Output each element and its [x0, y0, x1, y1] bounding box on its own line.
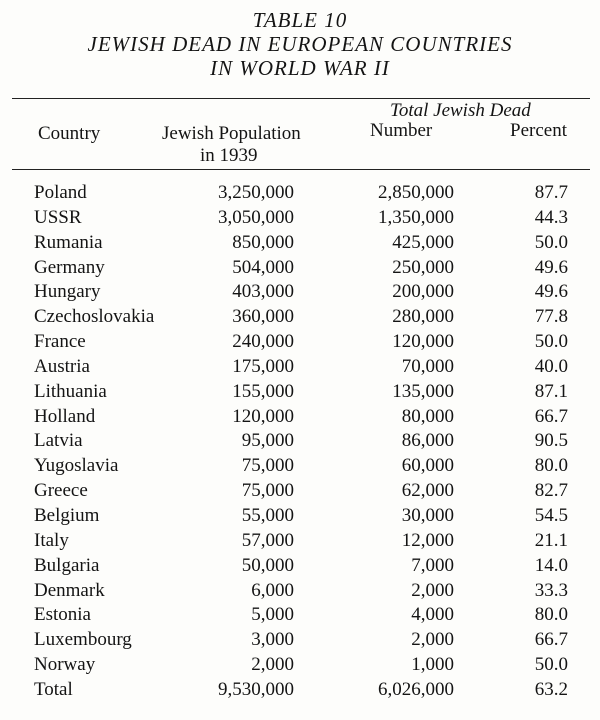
table-caption-line-2: IN WORLD WAR II — [210, 56, 390, 80]
top-rule — [12, 98, 590, 99]
cell-dead-number: 2,000 — [411, 579, 454, 601]
cell-population: 95,000 — [241, 430, 294, 452]
cell-dead-number: 12,000 — [401, 529, 454, 551]
cell-dead-percent: 50.0 — [534, 331, 568, 353]
table-row — [0, 181, 600, 206]
cell-dead-number: 7,000 — [411, 554, 454, 576]
cell-population: 6,000 — [251, 579, 294, 601]
table-row — [0, 579, 600, 604]
table-row — [0, 405, 600, 430]
table-row — [0, 330, 600, 355]
cell-dead-number: 60,000 — [401, 455, 454, 477]
cell-dead-percent: 50.0 — [534, 231, 568, 253]
header-total-jewish-dead: Total Jewish Dead — [390, 100, 531, 121]
cell-country: Poland — [34, 182, 87, 203]
table-row — [0, 380, 600, 405]
cell-country: Germany — [34, 256, 105, 278]
cell-dead-number: 280,000 — [392, 306, 454, 328]
table-title — [0, 8, 600, 80]
cell-country: Norway — [34, 654, 96, 676]
table-row — [0, 280, 600, 305]
cell-country: Bulgaria — [34, 554, 100, 576]
cell-dead-number: 425,000 — [392, 231, 454, 253]
cell-dead-number: 1,350,000 — [378, 206, 454, 228]
cell-population: 850,000 — [232, 231, 294, 253]
cell-population: 75,000 — [241, 455, 294, 477]
cell-dead-number: 2,000 — [411, 629, 454, 651]
cell-population: 155,000 — [232, 380, 294, 402]
cell-dead-number: 30,000 — [401, 504, 454, 526]
table-row — [0, 603, 600, 628]
cell-population: 9,530,000 — [218, 678, 294, 700]
cell-country: Italy — [34, 529, 69, 551]
cell-population: 5,000 — [251, 604, 294, 626]
cell-dead-number: 70,000 — [401, 355, 454, 377]
table-row — [0, 479, 600, 504]
cell-dead-percent: 54.5 — [534, 504, 568, 526]
cell-dead-number: 86,000 — [401, 430, 454, 452]
cell-dead-percent: 66.7 — [534, 629, 568, 651]
table-row — [0, 504, 600, 529]
header-rule — [12, 169, 590, 170]
table-row — [0, 355, 600, 380]
table-row — [0, 305, 600, 330]
cell-dead-percent: 44.3 — [534, 206, 568, 228]
cell-population: 504,000 — [232, 256, 294, 278]
cell-population: 240,000 — [232, 331, 294, 353]
cell-dead-percent: 80.0 — [534, 455, 568, 477]
table-row — [0, 429, 600, 454]
cell-dead-percent: 82.7 — [534, 480, 568, 502]
cell-dead-percent: 40.0 — [534, 355, 568, 377]
cell-country: Lithuania — [34, 380, 107, 402]
table-row — [0, 256, 600, 281]
cell-dead-percent: 49.6 — [534, 281, 568, 303]
cell-country: Greece — [34, 480, 88, 502]
cell-country: Denmark — [34, 579, 105, 601]
table-row — [0, 529, 600, 554]
cell-country: Austria — [34, 355, 90, 377]
cell-dead-number: 80,000 — [401, 405, 454, 427]
cell-population: 3,050,000 — [218, 206, 294, 228]
cell-dead-percent: 21.1 — [534, 529, 568, 551]
cell-dead-number: 6,026,000 — [378, 678, 454, 700]
cell-dead-percent: 66.7 — [534, 405, 568, 427]
cell-dead-percent: 63.2 — [534, 678, 568, 700]
cell-population: 403,000 — [232, 281, 294, 303]
cell-population: 360,000 — [232, 306, 294, 328]
header-percent: Percent — [510, 120, 567, 141]
table-row — [0, 454, 600, 479]
cell-dead-number: 62,000 — [401, 480, 454, 502]
cell-population: 2,000 — [251, 654, 294, 676]
cell-dead-number: 1,000 — [411, 654, 454, 676]
table-number: TABLE 10 — [252, 8, 348, 32]
cell-dead-number: 135,000 — [392, 380, 454, 402]
cell-country: Latvia — [34, 430, 83, 452]
cell-dead-percent: 90.5 — [534, 430, 568, 452]
cell-country: Hungary — [34, 281, 101, 303]
table-row — [0, 231, 600, 256]
table-row-total — [0, 678, 600, 703]
cell-country: Yugoslavia — [34, 455, 119, 477]
cell-dead-percent: 87.1 — [534, 380, 568, 402]
header-country: Country — [38, 123, 101, 144]
table-row — [0, 628, 600, 653]
cell-country: Luxembourg — [34, 629, 132, 651]
cell-country: Holland — [34, 405, 96, 427]
cell-dead-percent: 77.8 — [534, 306, 568, 328]
cell-population: 3,000 — [251, 629, 294, 651]
header-population-line-1: Jewish Population — [162, 123, 301, 144]
cell-dead-percent: 33.3 — [534, 579, 568, 601]
cell-dead-percent: 14.0 — [534, 554, 568, 576]
cell-country: USSR — [34, 206, 82, 228]
cell-country: Belgium — [34, 504, 100, 526]
cell-dead-percent: 49.6 — [534, 256, 568, 278]
cell-population: 50,000 — [241, 554, 294, 576]
cell-dead-percent: 80.0 — [534, 604, 568, 626]
cell-population: 175,000 — [232, 355, 294, 377]
cell-population: 57,000 — [241, 529, 294, 551]
cell-population: 3,250,000 — [218, 182, 294, 203]
cell-country: Czechoslovakia — [34, 306, 155, 328]
cell-country: Total — [34, 678, 73, 700]
table-body — [0, 181, 600, 703]
table-row — [0, 206, 600, 231]
table-caption-line-1: JEWISH DEAD IN EUROPEAN COUNTRIES — [87, 32, 513, 56]
cell-dead-percent: 50.0 — [534, 654, 568, 676]
cell-country: France — [34, 331, 86, 353]
cell-dead-number: 4,000 — [411, 604, 454, 626]
cell-population: 55,000 — [241, 504, 294, 526]
header-population-line-2: in 1939 — [200, 145, 258, 166]
cell-dead-number: 2,850,000 — [378, 182, 454, 203]
cell-country: Rumania — [34, 231, 103, 253]
table-row — [0, 653, 600, 678]
cell-dead-number: 250,000 — [392, 256, 454, 278]
cell-dead-number: 120,000 — [392, 331, 454, 353]
cell-population: 75,000 — [241, 480, 294, 502]
cell-dead-percent: 87.7 — [534, 182, 568, 203]
cell-country: Estonia — [34, 604, 91, 626]
table-row — [0, 554, 600, 579]
cell-population: 120,000 — [232, 405, 294, 427]
cell-dead-number: 200,000 — [392, 281, 454, 303]
header-number: Number — [370, 120, 433, 141]
